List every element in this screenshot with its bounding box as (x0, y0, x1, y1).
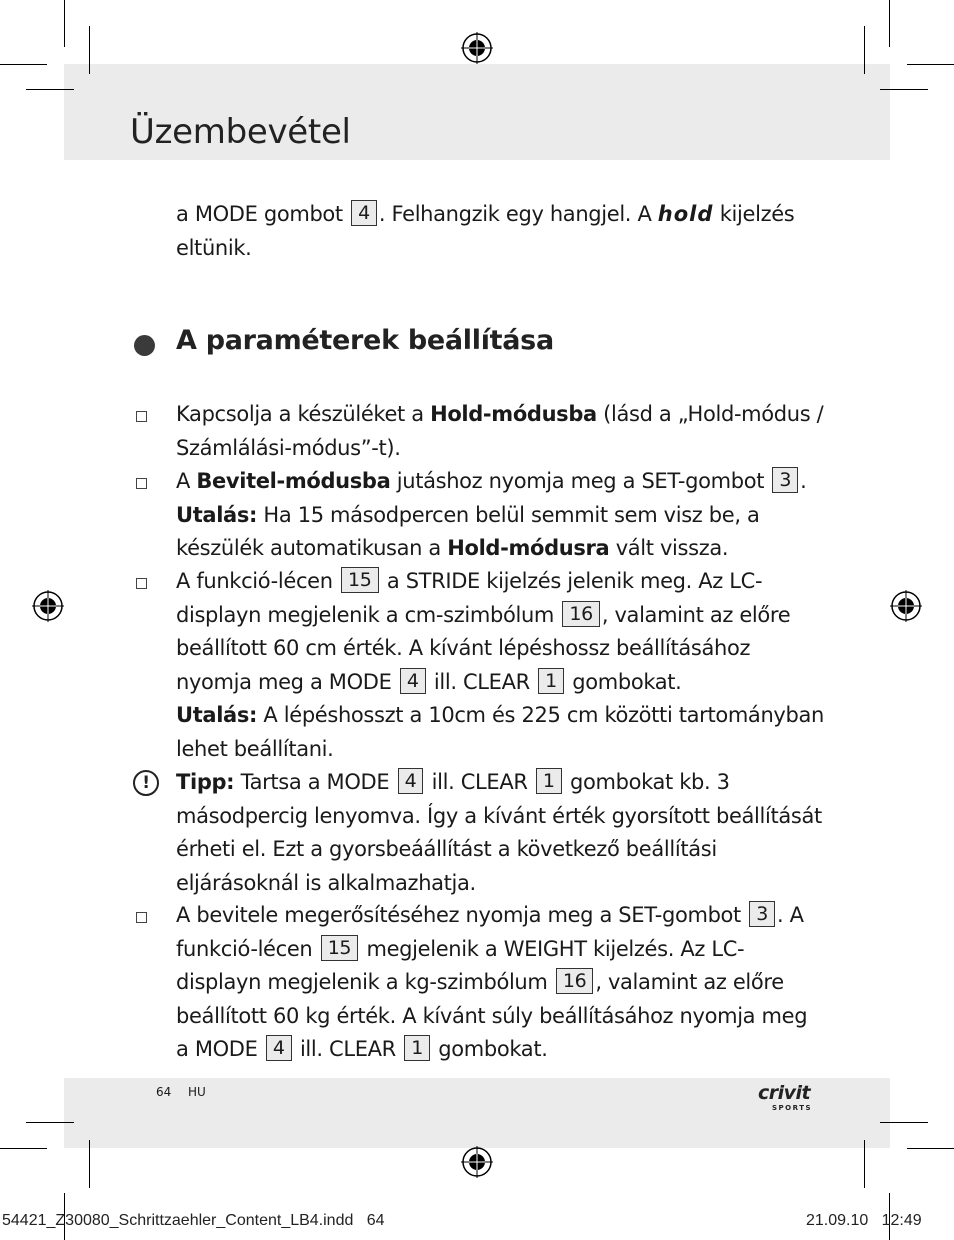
ref-number: 1 (536, 768, 562, 794)
ref-number: 16 (556, 968, 593, 994)
registration-mark-icon (32, 590, 64, 622)
section-title: A paraméterek beállítása (176, 325, 554, 356)
crop-mark (880, 89, 928, 90)
crop-mark (889, 0, 890, 47)
ref-number: 3 (749, 901, 775, 927)
language-code: HU (188, 1085, 206, 1099)
crivit-logo: crivit SPORTS (758, 1082, 813, 1112)
bullet-dot-icon (134, 335, 155, 356)
registration-mark-icon (461, 32, 493, 64)
crop-mark (64, 0, 65, 47)
crop-mark (907, 1148, 954, 1149)
crop-mark (880, 1122, 928, 1123)
list-item: A funkció-lécen 15 a STRIDE kijelzés jelenik meg. Az LC-displayn megjelenik a cm-szimbólum 16 , valamint az előre beállított 60 cm érték. A kívánt lépéshossz beállításához nyomja meg a MODE 4 ill. CLEAR 1 gombokat. Utalás: A lépéshosszt a 10cm és 225 cm közötti tartományban lehet beállítani. (176, 565, 826, 766)
ref-number: 15 (321, 935, 358, 961)
crop-mark (0, 64, 47, 65)
checkbox-bullet-icon (136, 912, 147, 923)
registration-mark-icon (461, 1146, 493, 1178)
ref-number: 4 (266, 1035, 292, 1061)
note-label: Utalás: (176, 703, 258, 727)
ref-number: 15 (341, 567, 378, 593)
ref-number: 1 (538, 668, 564, 694)
crop-mark (26, 1122, 74, 1123)
ref-number: 4 (351, 200, 377, 226)
slug-timestamp: 21.09.10 12:49 (806, 1212, 922, 1229)
crop-mark (0, 1148, 47, 1149)
ref-number: 3 (772, 467, 798, 493)
ref-number: 1 (404, 1035, 430, 1061)
list-item: A bevitele megerősítéséhez nyomja meg a SET-gombot 3 . A funkció-lécen 15 megjelenik a WEIGHT kijelzés. Az LC-displayn megjelenik a kg-szimbólum 16 , valamint az előre beállított 60 kg érték. A kívánt súly beállításához nyomja meg a MODE 4 ill. CLEAR 1 gombokat. (176, 899, 826, 1067)
intro-paragraph: a MODE gombot 4 . Felhangzik egy hangjel. A hold kijelzés eltünik. (176, 202, 795, 260)
ref-number: 4 (400, 668, 426, 694)
ref-number: 4 (398, 768, 424, 794)
registration-mark-icon (890, 590, 922, 622)
tip-item: ! Tipp: Tartsa a MODE 4 ill. CLEAR 1 gombokat kb. 3 másodpercig lenyomva. Így a kívánt érték gyorsított beállítását érheti el. Ezt a gyorsbeáállítást a következő beállítási eljárásoknál is alkalmazhatja. (176, 766, 826, 900)
crop-mark (89, 1140, 90, 1188)
crop-mark (26, 89, 74, 90)
exclamation-icon: ! (133, 770, 159, 796)
page-number: 64 (156, 1085, 172, 1099)
ref-number: 16 (562, 601, 599, 627)
page-title: Üzembevétel (130, 112, 351, 152)
display-word: hold (657, 202, 714, 226)
checkbox-bullet-icon (136, 411, 147, 422)
crop-mark (907, 64, 954, 65)
checkbox-bullet-icon (136, 478, 147, 489)
checkbox-bullet-icon (136, 578, 147, 589)
crop-mark (89, 26, 90, 74)
note-label: Utalás: (176, 502, 258, 527)
crop-mark (864, 26, 865, 74)
crop-mark (864, 1140, 865, 1188)
tip-label: Tipp: (176, 770, 235, 794)
list-item: Kapcsolja a készüléket a Hold-módusba (lásd a „Hold-módus / Számlálási-módus”-t). (176, 398, 826, 465)
slug-filename: 54421_Z30080_Schrittzaehler_Content_LB4.indd 64 (2, 1212, 385, 1229)
list-item: A Bevitel-módusba jutáshoz nyomja meg a SET-gombot 3 . Utalás: Ha 15 másodpercen belül semmit sem visz be, a készülék automatikusan a Hold-módusra vált vissza. (176, 465, 826, 566)
